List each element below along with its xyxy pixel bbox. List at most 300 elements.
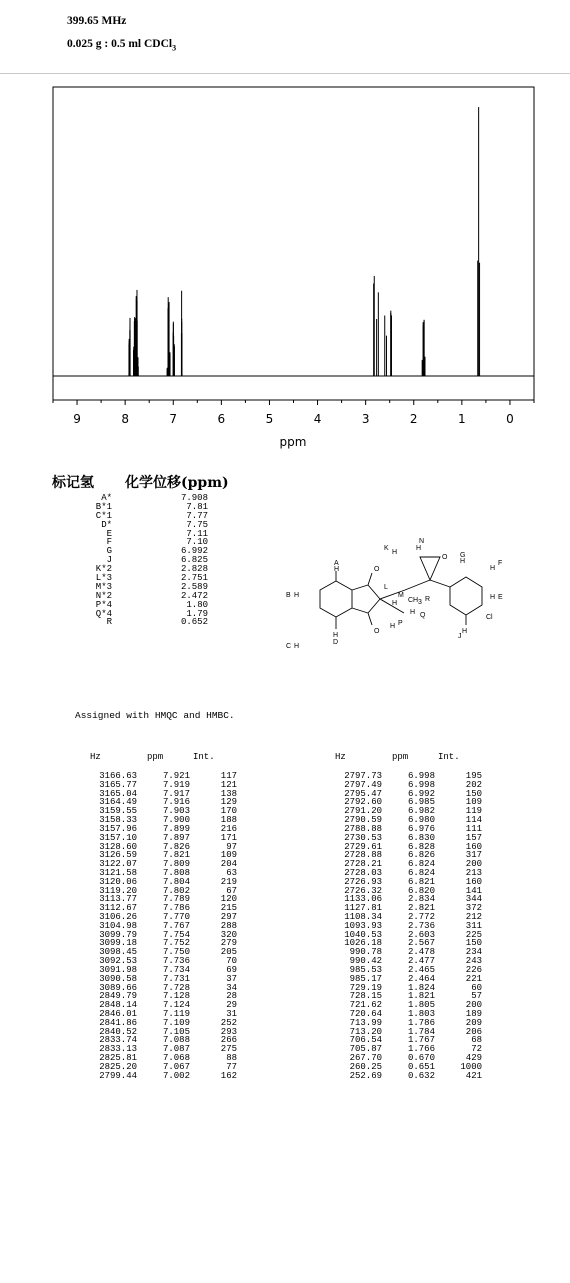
peak-table-cell: 6.824 xyxy=(407,859,435,870)
peak-table-cell: 721.62 xyxy=(349,1000,382,1011)
peak-table-cell: 3166.63 xyxy=(99,771,137,781)
peak-table-cell: 1.784 xyxy=(407,1026,435,1037)
assignment-label: M*3 xyxy=(95,581,112,592)
peak-table-cell: 213 xyxy=(465,867,482,878)
peak-table-cell: 713.99 xyxy=(349,1017,382,1028)
peak-table-cell: 985.17 xyxy=(349,973,382,984)
bond xyxy=(405,580,430,590)
carbonyl-bond xyxy=(368,573,372,585)
x-tick-label: 4 xyxy=(313,412,322,426)
assignment-shift: 1.80 xyxy=(186,599,208,610)
peak-table-cell: 63 xyxy=(226,867,237,878)
peak-table-header-cell: Hz xyxy=(335,752,346,762)
peak-table-cell: 7.750 xyxy=(162,947,190,958)
peak-table-cell: 215 xyxy=(220,903,237,914)
peak-table-cell: 117 xyxy=(220,771,237,781)
peak-table-cell: 267.70 xyxy=(349,1053,382,1063)
peak-table-cell: 2.772 xyxy=(407,912,435,922)
peak-table-cell: 2.465 xyxy=(407,964,435,975)
x-tick-label: 0 xyxy=(506,412,514,426)
assignment-shift: 7.75 xyxy=(186,519,208,530)
peak-table-cell: 7.809 xyxy=(162,859,190,870)
peak-table-cell: 150 xyxy=(465,788,482,799)
peak-table-cell: 7.917 xyxy=(162,788,190,799)
peak-table-cell: 7.916 xyxy=(162,797,190,808)
x-tick-label: 7 xyxy=(169,412,178,426)
peak-table-header xyxy=(85,752,245,772)
assignment-shift: 7.81 xyxy=(186,501,208,512)
peak-table-cell: 3106.26 xyxy=(99,912,137,922)
peak-table-cell: 2791.20 xyxy=(344,806,382,817)
peak-table-cell: 720.64 xyxy=(349,1008,382,1019)
assignment-label: E xyxy=(106,528,112,539)
peak-table-cell: 7.109 xyxy=(162,1017,190,1028)
peak-table-cell: 206 xyxy=(465,1026,482,1037)
label-H: H xyxy=(294,592,300,599)
peak-table-cell: 3104.98 xyxy=(99,920,137,931)
peak-table-cell: 713.20 xyxy=(349,1026,382,1037)
peak-table-cell: 2788.88 xyxy=(344,823,382,834)
peak-table-cell: 266 xyxy=(220,1035,237,1046)
sample-label-text: 0.025 g : 0.5 ml CDCl xyxy=(67,38,173,50)
peak-table-cell: 6.982 xyxy=(407,806,435,817)
peak-table-cell: 6.826 xyxy=(407,850,435,861)
assignment-shift: 7.10 xyxy=(186,537,208,548)
assignment-row xyxy=(48,601,208,610)
peak-table-cell: 2825.20 xyxy=(99,1061,137,1072)
peak-table-cell: 344 xyxy=(465,894,482,905)
peak-table-cell: 7.770 xyxy=(162,912,190,922)
peak-table-cell: 129 xyxy=(220,797,237,808)
label-Q: Q xyxy=(420,612,426,619)
peak-table-cell: 204 xyxy=(220,859,237,870)
nmr-spectrum-chart xyxy=(0,80,570,455)
peak-table-cell: 320 xyxy=(220,929,237,940)
peak-table-cell: 37 xyxy=(226,973,237,984)
peak-table-cell: 170 xyxy=(220,806,237,817)
peak-table-cell: 7.752 xyxy=(162,938,190,949)
peak-table-cell: 150 xyxy=(465,938,482,949)
peak-table-cell: 7.734 xyxy=(162,964,190,975)
assignment-shift: 2.828 xyxy=(180,564,208,575)
peak-table-cell: 221 xyxy=(465,973,482,984)
peak-table-cell: 7.826 xyxy=(162,841,190,852)
peak-table-cell: 160 xyxy=(465,841,482,852)
peak-table-cell: 990.42 xyxy=(349,956,382,967)
peak-table-cell: 7.124 xyxy=(162,1000,190,1011)
peak-table-cell: 2840.52 xyxy=(99,1026,137,1037)
label-M: M xyxy=(398,592,404,599)
assignment-row xyxy=(48,503,208,512)
label-N: N xyxy=(419,538,425,545)
peak-table-cell: 2799.44 xyxy=(99,1070,137,1081)
chlorophenyl-ring xyxy=(450,577,482,615)
peak-table-cell: 60 xyxy=(471,982,482,993)
assignment-list xyxy=(48,494,208,627)
peak-table-cell: 1.824 xyxy=(407,982,435,993)
peak-table-header-cell: ppm xyxy=(147,752,164,762)
peak-table-cell: 138 xyxy=(220,788,237,799)
peak-table-cell: 7.900 xyxy=(162,815,190,826)
assignment-shift: 0.652 xyxy=(180,617,208,628)
assignment-shift: 6.825 xyxy=(180,555,208,566)
peak-table-cell: 2728.21 xyxy=(344,859,382,870)
label-H: H xyxy=(392,549,398,556)
peak-table-cell: 6.821 xyxy=(407,876,435,887)
assignment-label: A* xyxy=(101,493,112,503)
peak-table-cell: 3120.06 xyxy=(99,876,137,887)
peak-table-cell: 2841.86 xyxy=(99,1017,137,1028)
peak-table-cell: 252 xyxy=(220,1017,237,1028)
peak-table-cell: 72 xyxy=(471,1044,482,1055)
assignment-label: G xyxy=(106,546,112,557)
label-C: C xyxy=(286,643,292,650)
peak-table-cell: 209 xyxy=(465,1017,482,1028)
peak-table-cell: 234 xyxy=(465,947,482,958)
peak-table-cell: 279 xyxy=(220,938,237,949)
peak-table-right xyxy=(330,752,490,1080)
x-tick-label: 8 xyxy=(121,412,129,426)
assignment-label: L*3 xyxy=(95,573,112,584)
peak-table-header-cell: Int. xyxy=(193,752,215,762)
assign-col-shift: 化学位移(ppm) xyxy=(125,475,229,491)
peak-table-cell: 205 xyxy=(220,947,237,958)
peak-table-left xyxy=(85,752,245,1080)
sample-label-subscript: 3 xyxy=(172,43,177,53)
peak-table-cell: 160 xyxy=(465,876,482,887)
label-D: D xyxy=(333,639,339,646)
peak-table-cell: 202 xyxy=(465,779,482,790)
assignment-row xyxy=(48,530,208,539)
assignment-label: K*2 xyxy=(95,564,112,575)
peak-table-cell: 121 xyxy=(220,779,237,790)
peak-table-cell: 3165.04 xyxy=(99,788,137,799)
label-O: O xyxy=(374,566,380,573)
peak-table-cell: 6.828 xyxy=(407,841,435,852)
label-J: J xyxy=(458,633,462,640)
peak-table-cell: 311 xyxy=(465,920,482,931)
label-L: L xyxy=(384,584,388,591)
peak-table-cell: 2.464 xyxy=(407,973,435,984)
assignment-shift: 7.908 xyxy=(180,493,208,503)
peak-table-cell: 29 xyxy=(226,1000,237,1011)
peak-table-cell: 7.808 xyxy=(162,867,190,878)
peak-table-cell: 6.998 xyxy=(407,779,435,790)
peak-table-cell: 421 xyxy=(465,1070,482,1081)
peak-table-cell: 2833.13 xyxy=(99,1044,137,1055)
peak-table-cell: 7.767 xyxy=(162,920,190,931)
peak-table-cell: 7.786 xyxy=(162,903,190,914)
header-divider xyxy=(0,73,570,74)
peak-table-cell: 7.754 xyxy=(162,929,190,940)
label-B: B xyxy=(286,592,291,599)
peak-table-cell: 2797.73 xyxy=(344,771,382,781)
peak-table-cell: 200 xyxy=(465,1000,482,1011)
peak-table-cell: 317 xyxy=(465,850,482,861)
peak-table-cell: 2.821 xyxy=(407,903,435,914)
assignment-label: B*1 xyxy=(95,501,112,512)
peak-table-cell: 6.820 xyxy=(407,885,435,896)
peak-table-cell: 1026.18 xyxy=(344,938,382,949)
peak-table-cell: 3099.18 xyxy=(99,938,137,949)
peak-table-cell: 252.69 xyxy=(349,1070,382,1081)
peak-table-cell: 7.002 xyxy=(162,1070,190,1081)
peak-table-cell: 3164.49 xyxy=(99,797,137,808)
peak-table-cell: 1.805 xyxy=(407,1000,435,1011)
peak-table-cell: 2825.81 xyxy=(99,1053,137,1063)
peak-table-header xyxy=(330,752,490,772)
x-tick-label: 1 xyxy=(458,412,466,426)
peak-table-cell: 7.736 xyxy=(162,956,190,967)
label-H: H xyxy=(294,643,300,650)
peak-table-cell: 31 xyxy=(226,1008,237,1019)
peak-table-cell: 3121.58 xyxy=(99,867,137,878)
label-Cl: Cl xyxy=(486,614,493,621)
peak-table-cell: 260.25 xyxy=(349,1061,382,1072)
peak-table-cell: 188 xyxy=(220,815,237,826)
peak-table-cell: 1127.81 xyxy=(344,903,382,914)
label-E: E xyxy=(498,594,503,601)
peak-table-cell: 1.821 xyxy=(407,991,435,1002)
peak-table-cell: 3158.33 xyxy=(99,815,137,826)
assignment-label: R xyxy=(106,617,112,628)
peak-table-cell: 7.899 xyxy=(162,823,190,834)
peak-table-cell: 1.766 xyxy=(407,1044,435,1055)
peak-table-cell: 157 xyxy=(465,832,482,843)
label-H: H xyxy=(410,609,416,616)
peak-table-cell: 3089.66 xyxy=(99,982,137,993)
x-axis-ticks xyxy=(53,400,534,426)
peak-table-cell: 216 xyxy=(220,823,237,834)
peak-table-cell: 3165.77 xyxy=(99,779,137,790)
label-P: P xyxy=(398,620,403,627)
peak-table-cell: 6.998 xyxy=(407,771,435,781)
label-H: H xyxy=(490,565,496,572)
peak-table-cell: 3091.98 xyxy=(99,964,137,975)
assignment-label: D* xyxy=(101,519,112,530)
assignment-shift: 6.992 xyxy=(180,546,208,557)
peak-table-cell: 6.980 xyxy=(407,815,435,826)
label-H: H xyxy=(462,628,468,635)
peak-table-cell: 77 xyxy=(226,1061,237,1072)
bond xyxy=(368,599,380,613)
peak-table-cell: 3159.55 xyxy=(99,806,137,817)
label-R: R xyxy=(425,596,431,603)
peak-table-cell: 3113.77 xyxy=(99,894,137,905)
peak-table-cell: 2790.59 xyxy=(344,815,382,826)
peak-table-cell: 1.786 xyxy=(407,1017,435,1028)
peak-table-cell: 226 xyxy=(465,964,482,975)
peak-table-cell: 119 xyxy=(465,806,482,817)
peak-table-cell: 7.088 xyxy=(162,1035,190,1046)
peak-table-cell: 243 xyxy=(465,956,482,967)
peak-table-cell: 6.992 xyxy=(407,788,435,799)
peak-table-cell: 0.632 xyxy=(407,1070,435,1081)
peak-table-cell: 162 xyxy=(220,1070,237,1081)
peak-table-cell: 1093.93 xyxy=(344,920,382,931)
peak-table-cell: 729.19 xyxy=(349,982,382,993)
label-K: K xyxy=(384,545,389,552)
peak-table-cell: 7.919 xyxy=(162,779,190,790)
peak-table-cell: 7.068 xyxy=(162,1053,190,1063)
peak-table-cell: 3126.59 xyxy=(99,850,137,861)
peak-table-cell: 297 xyxy=(220,912,237,922)
x-axis-label: ppm xyxy=(279,435,307,449)
peak-table-header-cell: Hz xyxy=(90,752,101,762)
peak-table-cell: 7.119 xyxy=(162,1008,190,1019)
x-tick-label: 3 xyxy=(361,412,370,426)
peak-table-cell: 7.128 xyxy=(162,991,190,1002)
peak-table-cell: 67 xyxy=(226,885,237,896)
epoxide-ring xyxy=(420,557,440,580)
peak-table-cell: 1.803 xyxy=(407,1008,435,1019)
label-H: H xyxy=(334,566,340,573)
peak-table-cell: 195 xyxy=(465,771,482,781)
peak-table-cell: 171 xyxy=(220,832,237,843)
label-H: H xyxy=(333,632,339,639)
peak-table-cell: 109 xyxy=(465,797,482,808)
peak-table-cell: 7.921 xyxy=(162,771,190,781)
peak-table-cell: 288 xyxy=(220,920,237,931)
peak-table-cell: 7.067 xyxy=(162,1061,190,1072)
peak-table-cell: 109 xyxy=(220,850,237,861)
peak-table-cell: 7.728 xyxy=(162,982,190,993)
assignment-label: P*4 xyxy=(95,599,112,610)
peak-table-cell: 6.830 xyxy=(407,832,435,843)
peak-table-cell: 2730.53 xyxy=(344,832,382,843)
label-H: H xyxy=(460,558,466,565)
label-H: H xyxy=(490,594,496,601)
peak-table-cell: 57 xyxy=(471,991,482,1002)
peak-table-cell: 2846.01 xyxy=(99,1008,137,1019)
peak-table-cell: 2.477 xyxy=(407,956,435,967)
peak-table-cell: 3128.60 xyxy=(99,841,137,852)
peak-table-cell: 2726.32 xyxy=(344,885,382,896)
peak-table-cell: 1133.06 xyxy=(344,894,382,905)
peak-table-cell: 2728.88 xyxy=(344,850,382,861)
peak-table-cell: 293 xyxy=(220,1026,237,1037)
peak-table-cell: 2.736 xyxy=(407,920,435,931)
bond xyxy=(368,585,380,599)
peak-table-cell: 2.603 xyxy=(407,929,435,940)
peak-table-cell: 34 xyxy=(226,982,237,993)
molecule-structure xyxy=(280,535,510,685)
x-tick-label: 6 xyxy=(217,412,226,426)
peak-table-cell: 728.15 xyxy=(349,991,382,1002)
assignment-label: J xyxy=(106,555,112,566)
peak-table-cell: 28 xyxy=(226,991,237,1002)
peak-table-cell: 2849.79 xyxy=(99,991,137,1002)
peak-table-cell: 3090.58 xyxy=(99,973,137,984)
peak-table-cell: 7.731 xyxy=(162,973,190,984)
assignment-shift: 1.79 xyxy=(186,608,208,619)
peak-table-cell: 141 xyxy=(465,885,482,896)
peak-table-cell: 706.54 xyxy=(349,1035,382,1046)
label-H: H xyxy=(392,600,398,607)
peak-table-header-cell: ppm xyxy=(392,752,409,762)
assignment-shift: 2.589 xyxy=(180,581,208,592)
peak-table-cell: 3157.96 xyxy=(99,823,137,834)
label-CH: CH xyxy=(408,597,419,604)
peak-table-cell: 1108.34 xyxy=(344,912,382,922)
assignment-label: C*1 xyxy=(95,510,112,521)
peak-table-cell: 120 xyxy=(220,894,237,905)
assignment-row xyxy=(48,494,208,503)
peak-table-cell: 7.802 xyxy=(162,885,190,896)
peak-table-cell: 68 xyxy=(471,1035,482,1046)
peak-table-cell: 275 xyxy=(220,1044,237,1055)
assignment-shift: 2.751 xyxy=(180,573,208,584)
assign-col-label: 标记氢 xyxy=(52,475,94,491)
peak-table-cell: 219 xyxy=(220,876,237,887)
peak-table-cell: 2795.47 xyxy=(344,788,382,799)
peak-table-cell: 3112.67 xyxy=(99,903,137,914)
peak-table-cell: 7.903 xyxy=(162,806,190,817)
peak-table-cell: 189 xyxy=(465,1008,482,1019)
peak-table-cell: 985.53 xyxy=(349,964,382,975)
peak-table-cell: 6.824 xyxy=(407,867,435,878)
peak-table-cell: 212 xyxy=(465,912,482,922)
bond xyxy=(352,585,368,590)
peak-table-cell: 2.567 xyxy=(407,938,435,949)
peak-table-cell: 1.767 xyxy=(407,1035,435,1046)
peak-table-cell: 70 xyxy=(226,956,237,967)
peak-table-cell: 7.105 xyxy=(162,1026,190,1037)
peak-table-cell: 2792.60 xyxy=(344,797,382,808)
label-F: F xyxy=(498,560,503,567)
label-H: H xyxy=(390,623,396,630)
assignment-row xyxy=(48,592,208,601)
peak-table-cell: 7.087 xyxy=(162,1044,190,1055)
peak-table-cell: 0.670 xyxy=(407,1053,435,1063)
assignment-note: Assigned with HMQC and HMBC. xyxy=(75,710,235,721)
peak-table-cell: 705.87 xyxy=(349,1044,382,1055)
peak-table-cell: 2726.93 xyxy=(344,876,382,887)
peak-table-cell: 2833.74 xyxy=(99,1035,137,1046)
peak-table-cell: 990.78 xyxy=(349,947,382,958)
peak-table-cell: 225 xyxy=(465,929,482,940)
peak-table-cell: 7.897 xyxy=(162,832,190,843)
peak-table-cell: 2.834 xyxy=(407,894,435,905)
peak-table-cell: 7.821 xyxy=(162,850,190,861)
peak-table-cell: 2729.61 xyxy=(344,841,382,852)
frequency-label: 399.65 MHz xyxy=(67,15,127,27)
peak-table-cell: 111 xyxy=(465,823,482,834)
bond xyxy=(430,580,450,587)
peak-table-cell: 2728.03 xyxy=(344,867,382,878)
x-tick-label: 9 xyxy=(73,412,81,426)
peak-table-cell: 7.804 xyxy=(162,876,190,887)
assignment-row xyxy=(48,521,208,530)
label-G: G xyxy=(460,552,466,559)
peak-table-cell: 0.651 xyxy=(407,1061,435,1072)
peak-table-cell: 3098.45 xyxy=(99,947,137,958)
carbonyl-bond xyxy=(368,613,372,625)
assignment-shift: 2.472 xyxy=(180,590,208,601)
peak-table-cell: 200 xyxy=(465,859,482,870)
peak-table-cell: 2848.14 xyxy=(99,1000,137,1011)
peak-table-cell: 69 xyxy=(226,964,237,975)
peak-table-cell: 3122.07 xyxy=(99,859,137,870)
assignment-row xyxy=(48,618,208,627)
assignment-label: Q*4 xyxy=(95,608,112,619)
bond xyxy=(352,608,368,613)
label-O: O xyxy=(374,628,380,635)
assignment-label: N*2 xyxy=(95,590,112,601)
assignment-shift: 7.77 xyxy=(186,510,208,521)
peak-table-cell: 97 xyxy=(226,841,237,852)
assignment-row xyxy=(48,512,208,521)
